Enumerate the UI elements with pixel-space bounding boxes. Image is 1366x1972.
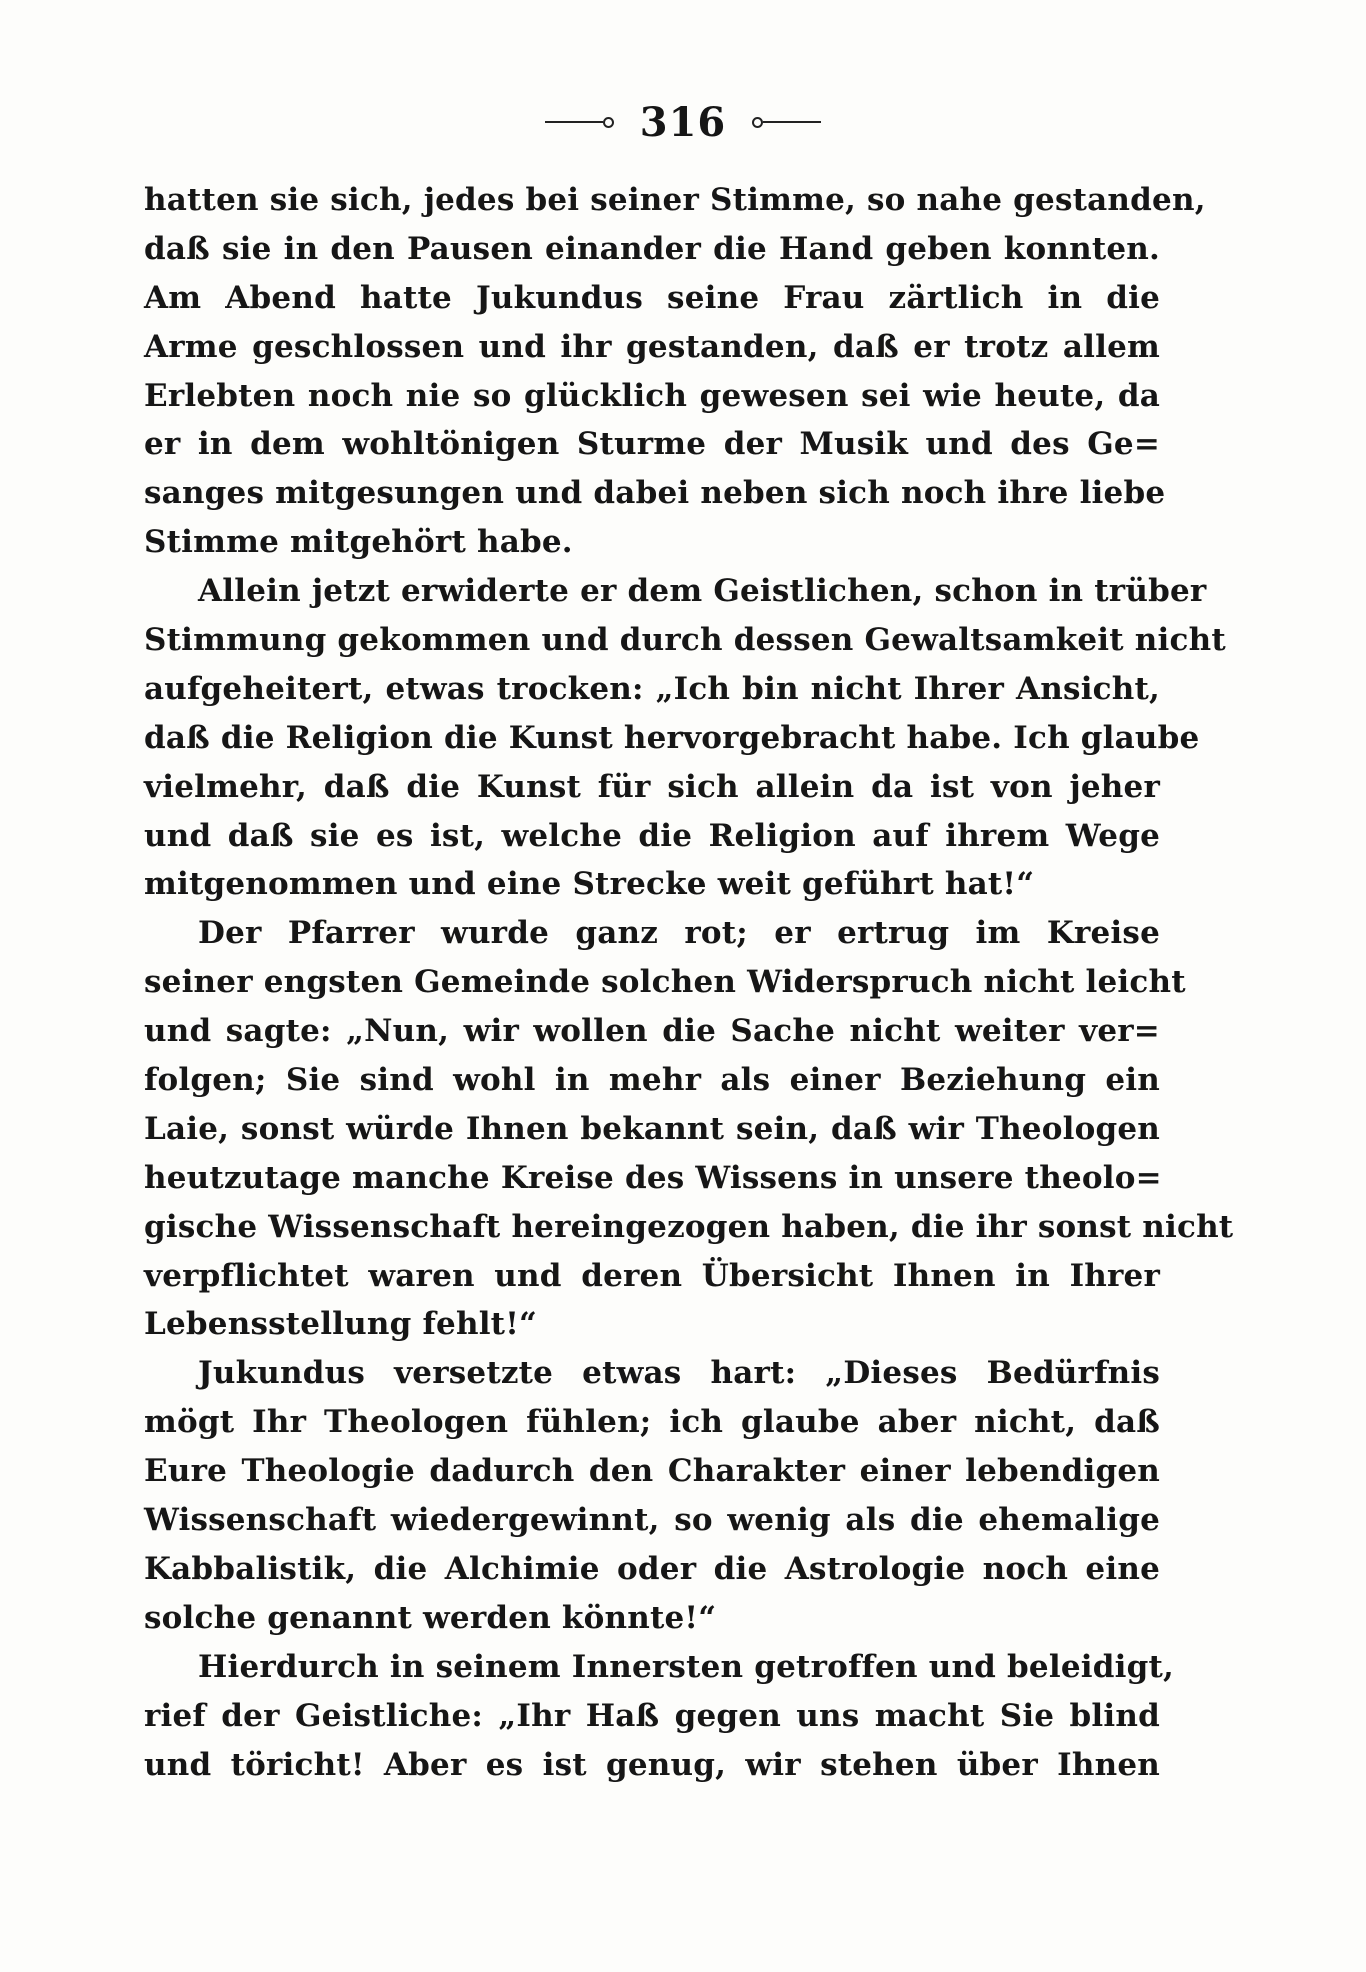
text-line: Arme geschlossen und ihr gestanden, daß er trotz allem [144,328,1160,365]
text-line: gische Wissenschaft hereingezogen haben, die ihr sonst nicht [144,1208,1234,1245]
text-line: daß die Religion die Kunst hervorgebracht habe. Ich glaube [144,719,1200,756]
text-line: Eure Theologie dadurch den Charakter einer lebendigen [144,1453,1160,1490]
text-line: mitgenommen und eine Strecke weit geführt hat!“ [144,866,1035,903]
text-line: Hierdurch in seinem Innersten getroffen und beleidigt, [198,1648,1174,1685]
page-header [0,92,1366,152]
text-line: vielmehr, daß die Kunst für sich allein da ist von jeher [144,768,1160,805]
text-line: Laie, sonst würde Ihnen bekannt sein, daß wir Theologen [144,1110,1160,1147]
text-line: hatten sie sich, jedes bei seiner Stimme, so nahe gestanden, [144,182,1206,218]
text-line: Am Abend hatte Jukundus seine Frau zärtlich in die [144,279,1160,316]
body-text [144,176,1234,1789]
text-line: solche genannt werden könnte!“ [144,1599,717,1636]
text-line: Erlebten noch nie so glücklich gewesen sei wie heute, da [144,377,1160,414]
text-line: daß sie in den Pausen einander die Hand geben konnten. [144,230,1160,267]
left-ornament-rule [545,112,614,132]
text-line: und töricht! Aber es ist genug, wir stehen über Ihnen [144,1746,1160,1783]
text-line: er in dem wohltönigen Sturme der Musik und des Ge= [144,426,1160,463]
text-line: Jukundus versetzte etwas hart: „Dieses Bedürfnis [198,1355,1160,1392]
text-line: mögt Ihr Theologen fühlen; ich glaube aber nicht, daß [144,1404,1160,1441]
text-line: Der Pfarrer wurde ganz rot; er ertrug im Kreise [198,915,1160,952]
text-line: sanges mitgesungen und dabei neben sich noch ihre liebe [144,475,1166,512]
text-line: Allein jetzt erwiderte er dem Geistlichen, schon in trüber [198,573,1207,610]
text-line: Lebensstellung fehlt!“ [144,1306,538,1343]
right-ornament-rule [752,112,821,132]
text-line: und daß sie es ist, welche die Religion auf ihrem Wege [144,817,1160,854]
text-line: Stimmung gekommen und durch dessen Gewaltsamkeit nicht [144,622,1226,659]
text-line: Stimme mitgehört habe. [144,524,573,561]
text-line: seiner engsten Gemeinde solchen Widerspruch nicht leicht [144,964,1186,1001]
text-line: Wissenschaft wiedergewinnt, so wenig als die ehemalige [144,1502,1160,1539]
text-line: folgen; Sie sind wohl in mehr als einer Beziehung ein [144,1062,1160,1099]
text-line: Kabbalistik, die Alchimie oder die Astrologie noch eine [144,1550,1160,1587]
text-line: heutzutage manche Kreise des Wissens in unsere theolo= [144,1159,1162,1196]
text-line: und sagte: „Nun, wir wollen die Sache nicht weiter ver= [144,1013,1160,1050]
text-line: verpflichtet waren und deren Übersicht Ihnen in Ihrer [144,1257,1160,1294]
text-line: rief der Geistliche: „Ihr Haß gegen uns macht Sie blind [144,1697,1160,1734]
page-number: 316 [639,98,727,146]
text-line: aufgeheitert, etwas trocken: „Ich bin nicht Ihrer Ansicht, [144,670,1160,707]
